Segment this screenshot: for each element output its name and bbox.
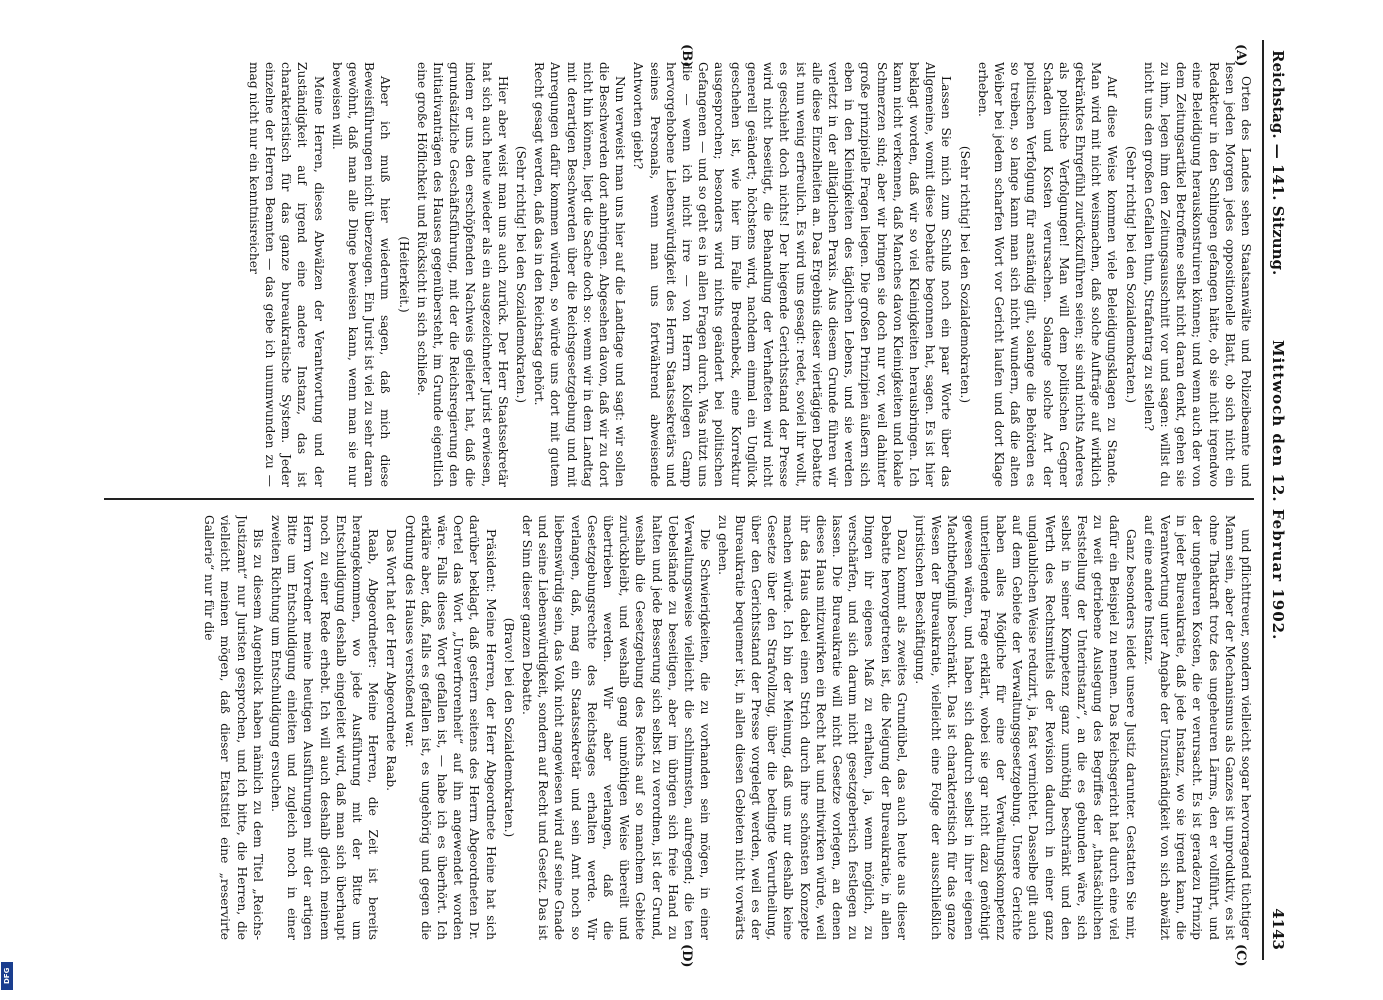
margin-marker-d: (D) (679, 944, 694, 968)
digitization-note (0, 0, 14, 1000)
margin-marker-c: (C) (1233, 944, 1248, 967)
interjection: (Heiterkeit.) (396, 236, 411, 313)
interjection: (Sehr richtig! bei den Sozialdemokraten.) (957, 145, 972, 404)
scanned-page-wrapper (80, 40, 1290, 968)
paragraph: Lassen Sie mich zum Schluß noch ein paar Worte über das Allgemeine, womit diese Debatte begonnen hat, sagen. Es ist hier beklagt worden, daß wir so viel Kleinigkeiten herausbringen. Ich kann nicht verkennen, daß Manches davon Kleinigkeiten und lokale Schmerzen sind; aber wir bringen sie doch nur vor, weil dahinter große prinzipielle Fragen liegen. Die großen Prinzipien äußern sich eben in den Kleinigkeiten des täglichen Lebens, und sie werden verletzt in der alltäglichen Praxis. Aus diesem Grunde führen wir alle diese Einzelheiten an. Das Ergebnis dieser viertägigen Debatte ist nun wenig erfreulich. Es wird uns gesagt: redet, soviel ihr wollt, es geschieht doch nichts! Der hiegende Gerichtsstand der Presse wird nicht beseitigt, die Behandlung der Verhafteten wird nicht generell geändert; höchstens wird, nachdem einmal ein Unglück geschehen ist, wie hier im Falle Bredenbeck, eine Korrektur ausgesprochen; besonders wird nichts geändert bei politischen Gefangenen — und so geht es in allen Fragen durch. Was nützt uns die — wenn ich nicht irre — von Herrn Kollegen Gamp hervorgehobene Liebenswürdigkeit des Herrn Staatssekretärs und seines Personals, wenn man uns fortwährend abweisende Antworten giebt? (631, 62, 954, 487)
paragraph: Nun verweist man uns hier auf die Landtage und sagt: wir sollen die Beschwerden dort anbringen. Abgesehen davon, daß wir zu dort nicht hin können, liegt die Sache doch so: wenn wir in dem Landtag mit derartigen Beschwerden über die Reichsgesetzgebung und mit Anregungen dafür kommen würden, so würde uns dort mit gutem Recht gesagt werden, daß das in den Reichstag gehört. (532, 62, 628, 487)
paragraph: Orten des Landes sehen Staatsanwälte und Polizeibeamte und lesen jeden Morgen jedes oppositionelle Blatt, ob sich nicht ein Redakteur in den Schlingen gefangen hätte, ob sie nicht irgendwo eine Beleidigung herauskonstruiren können; und wenn auch der von dem Zeitungsartikel Betroffene selbst nicht daran denkt, gehen sie zu ihm, legen ihm den Zeitungsausschnitt vor und sagen: willst du nicht uns den großen Gefallen thun, Strafantrag zu stellen? (1141, 62, 1253, 487)
paragraph: und pflichttreuer, sondern vielleicht sogar hervorragend tüchtiger Mann sein, aber der Mechanismus als Ganzes ist unproduktiv, es ist ohne Thatkraft trotz des ungeheuren Lärms, den er vollführt, und der ungeheuren Kosten, die er verursacht. Es ist geradezu Prinzip in jeder Bureaukratie, daß jede Instanz, wo sie irgend kann, die Verantwortung unter Angabe der Unzuständigkeit von sich abwälzt auf eine andere Instanz. (1141, 515, 1253, 940)
paragraph: Auf diese Weise kommen viele Beleidigungsklagen zu Stande. Man wird mit nicht weismachen, daß solche Aufträge auf wirklich gekränktes Ehrgefühl zurückzuführen seien; sie sind nichts Anderes als politische Verfolgungen! Man will dem politischen Gegner Schaden und Kosten verursachen. Solange solche Art der politischen Verfolgung für anständig gilt, solange die Behörden es so treiben, so lange kann man sich nicht wundern, daß die alten Weiber bei jedem scharfen Wort vor Gericht laufen und dort Klage erheben. (975, 62, 1120, 487)
paragraph: Aber ich muß hier wiederum sagen, daß mich diese Beweisführungen nicht überzeugen. Ein Jurist ist viel zu sehr daran gewöhnt, daß man alle Dinge beweisen kann, wenn man sie nur beweisen will. (329, 62, 393, 487)
paragraph: Ganz besonders leidet unsere Justiz darunter. Gestatten Sie mir, dafür ein Beispiel zu nennen. Das Reichsgericht hat durch eine viel zu weit getriebene Auslegung des Begriffes der „thatsächlichen Feststellung der Unterinstanz“, an die es gebunden wäre, sich selbst in seiner Kompetenz ganz unnöthig beschränkt und den Werth des Rechtsmittels der Revision dadurch in einer ganz unglaublichen Weise reduzirt, ja, fast vernichtet. Dasselbe gilt auch auf dem Gebiete der Verwaltungsgesetzgebung. Unsere Gerichte haben alles Mögliche für eine der Verwaltungskompetenz unterliegende Frage erklärt, wobei sie gar nicht dazu genöthigt gewesen wären, und haben sich dadurch selbst in ihrer eigenen Machtbefugniß beschränkt. Das ist charakteristisch für das ganze Wesen der Bureaukratie, vielleicht eine Folge der ausschließlich juristischen Beschäftigung. (912, 515, 1138, 940)
scanned-page (80, 40, 1290, 968)
page-header (1262, 40, 1290, 960)
right-column (94, 515, 1254, 940)
header-date: Mittwoch den 12. Februar 1902. (1269, 340, 1287, 641)
interjection: (Sehr richtig! bei den Sozialdemokraten.) (514, 145, 529, 404)
paragraph: Die Schwierigkeiten, die zu vorhanden sein mögen, in einer Verwaltungsweise vielleicht die schlimmsten, aufregend; die ten Uebelstände zu beseitigen, aber im übrigen sich freie Hand zu halten und jede Besserung sich selbst zu verordnen, ist der Grund, weshalb die Gesetzgebung des Reichs auf so manchem Gebiete zurückbleibt, und weshalb gang unnöthigen Weise übereilt und übertrieben werden. Wir aber verlangen, daß die Gesetzgebungsrechte des Reichstages erhalten werde. Wir verlangen, daß, mag ein Staatssekretär und sein Amt noch so liebenswürdig sein, das Volk nicht angewiesen wird auf seine Gnade und seine Liebenswürdigkeit, sondern auf Recht und Gesetz. Das ist der Sinn dieser ganzen Debatte. (520, 515, 713, 940)
page-number: 4143 (1269, 908, 1287, 950)
left-column (94, 62, 1254, 487)
interjection: (Sehr richtig! bei den Sozialdemokraten.) (1123, 145, 1138, 404)
president-statement: Präsident: Meine Herren, der Herr Abgeordnete Heine hat sich darüber beklagt, daß gestern seitens des Herrn Abgeordneten Dr. Oertel das Wort „Unverfrorenheit“ auf ihn angewendet worden wäre. Falls dieses Wort gefallen ist, — habe ich es überhört. Ich erkläre aber, daß, falls es gefallen ist, es ungehörig und gegen die Ordnung des Hauses verstoßend war. (402, 515, 498, 940)
paragraph: Dazu kommt als zweites Grundübel, das auch heute aus dieser Debatte hervorgetreten ist, die Neigung der Bureaukratie, in allen Dingen ihr eigenes Maß zu erhalten, ja, wenn möglich, zu verschärfen, und sich darum nicht gesetzgeberisch festlegen zu lassen. Die Bureaukratie will nicht Gesetze vorlegen, an denen dieses Haus mitzuwirken ein Recht hat und mitwirken würde, weil ihr das Haus dabei einen Strich durch ihre schönsten Konzepte machen würde. Ich bin der Meinung, daß uns nur deshalb keine Gesetze über den Strafvollzug, über die bedingte Verurtheilung, über den Gerichtsstand der Presse vorgelegt werden, weil es der Bureaukratie bequemer ist, in allen diesen Gebieten nicht vorwärts zu gehen. (716, 515, 909, 940)
dfg-logo: DFG (1, 962, 13, 990)
paragraph: Hier aber weist man uns auch zurück. Der Herr Staatssekretär hat sich auch heute wieder als ein ausgezeichneter Jurist erwiesen, indem er uns den erschöpfenden Nachweis geliefert hat, daß die grundsätzliche Geschäftsführung, mit der die Reichsregierung den Initiativanträgen des Hauses gegenübersteht, im Grunde eigentlich eine große Höflichkeit und Rücksicht in sich schließe. (414, 62, 510, 487)
paragraph: Das Wort hat der Herr Abgeordnete Raab. (384, 529, 399, 792)
column-divider (104, 498, 1254, 500)
header-session: Reichstag. — 141. Sitzung. (1269, 50, 1287, 276)
interjection: (Bravo! bei den Sozialdemokraten.) (501, 617, 516, 838)
margin-marker-a: (A) (1233, 44, 1248, 67)
paragraph: Bis zu diesem Augenblick haben nämlich zu dem Titel „Reichs-Justizamt“ nur Juristen gesprochen, und ich bitte, die Herren, die vielleicht meinen mögen, daß dieser Etatstitel eine „reservirte Gallerie“ nur für die (202, 515, 265, 940)
margin-marker-b: (B) (679, 44, 694, 68)
paragraph: Meine Herren, dieses Abwälzen der Verantwortung und der Zuständigkeit auf irgend eine andere Instanz, das ist charakteristisch für das ganze bureaukratische System. Jeder einzelne der Herren Beamten — das gebe ich unumwunden zu — mag nicht nur ein kenntnisreicher (246, 62, 326, 487)
speaker-raab: Raab, Abgeordneter: Meine Herren, die Zeit ist bereits herangekommen, wo jede Ausführung mit der Bitte um Entschuldigung deshalb eingeleitet wird, daß man sich überhaupt noch zu einer Rede erhebt. Ich will auch deshalb gleich meinem Herrn Vorredner meine heutigen Ausführungen mit der artigen Bitte um Entschuldigung einleiten und zugleich noch in einer zweiten Richtung um Entschuldigung ersuchen. (269, 515, 381, 940)
digitization-note-text (0, 434, 1, 994)
